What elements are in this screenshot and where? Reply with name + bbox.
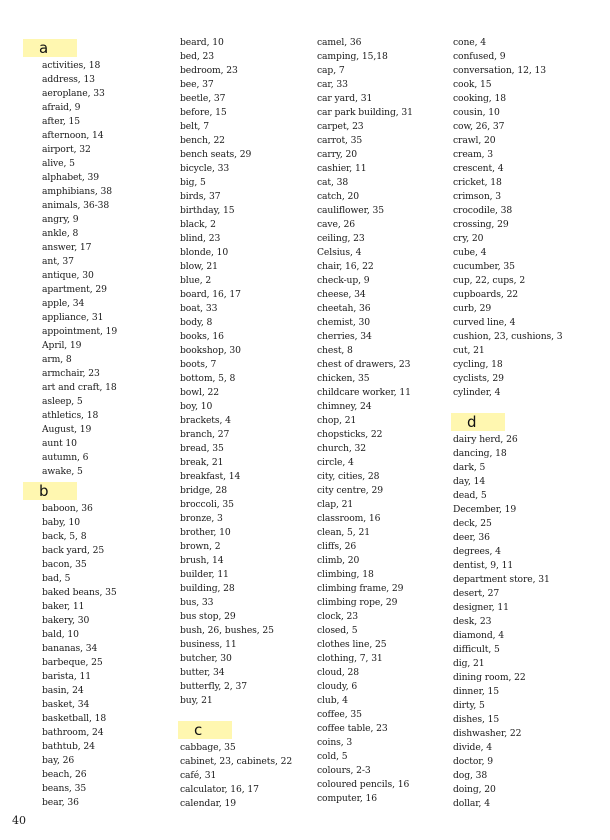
index-entry: chicken, 35 <box>317 373 370 384</box>
index-entry: branch, 27 <box>180 429 230 440</box>
index-entry: deck, 25 <box>453 518 492 529</box>
index-entry: amphibians, 38 <box>42 186 112 197</box>
index-entry: bottom, 5, 8 <box>180 373 236 384</box>
index-entry: August, 19 <box>42 424 92 435</box>
index-entry: baby, 10 <box>42 517 80 528</box>
index-entry: dinner, 15 <box>453 686 500 697</box>
index-entry: department store, 31 <box>453 574 550 585</box>
index-entry: December, 19 <box>453 504 517 515</box>
index-entry: before, 15 <box>180 107 227 118</box>
index-entry: clap, 21 <box>317 499 354 510</box>
index-entry: arm, 8 <box>42 354 72 365</box>
index-entry: curb, 29 <box>453 303 492 314</box>
index-entry: butter, 34 <box>180 667 225 678</box>
index-entry: crossing, 29 <box>453 219 509 230</box>
index-entry: cashier, 11 <box>317 163 367 174</box>
index-entry: bridge, 28 <box>180 485 227 496</box>
entries-c-part1 <box>180 741 292 811</box>
index-entry: desk, 23 <box>453 616 492 627</box>
index-entry: climbing rope, 29 <box>317 597 398 608</box>
index-entry: carrot, 35 <box>317 135 363 146</box>
index-entry: crawl, 20 <box>453 135 496 146</box>
index-entry: bananas, 34 <box>42 643 98 654</box>
index-entry: climb, 20 <box>317 555 360 566</box>
index-entry: beetle, 37 <box>180 93 226 104</box>
index-entry: bronze, 3 <box>180 513 223 524</box>
index-entry: afraid, 9 <box>42 102 81 113</box>
index-entry: belt, 7 <box>180 121 209 132</box>
index-entry: clock, 23 <box>317 611 358 622</box>
index-entry: birds, 37 <box>180 191 221 202</box>
index-entry: address, 13 <box>42 74 95 85</box>
index-entry: buy, 21 <box>180 695 213 706</box>
entries-c-part3 <box>453 36 563 400</box>
index-entry: carry, 20 <box>317 149 358 160</box>
index-entry: coloured pencils, 16 <box>317 779 410 790</box>
index-entry: cheese, 34 <box>317 289 366 300</box>
index-entry: boots, 7 <box>180 359 217 370</box>
index-entry: body, 8 <box>180 317 213 328</box>
index-entry: brackets, 4 <box>180 415 231 426</box>
index-entry: cucumber, 35 <box>453 261 515 272</box>
index-entry: café, 31 <box>180 770 217 781</box>
index-entry: armchair, 23 <box>42 368 100 379</box>
index-entry: bush, 26, bushes, 25 <box>180 625 274 636</box>
index-entry: doing, 20 <box>453 784 496 795</box>
index-entry: basket, 34 <box>42 699 90 710</box>
index-entry: basketball, 18 <box>42 713 107 724</box>
index-entry: circle, 4 <box>317 457 354 468</box>
index-column-4 <box>453 36 563 811</box>
index-entry: crimson, 3 <box>453 191 502 202</box>
index-entry: big, 5 <box>180 177 206 188</box>
index-entry: dancing, 18 <box>453 448 507 459</box>
index-column-3 <box>317 36 413 806</box>
index-entry: clothes line, 25 <box>317 639 387 650</box>
index-entry: apartment, 29 <box>42 284 107 295</box>
index-entry: day, 14 <box>453 476 486 487</box>
index-entry: cook, 15 <box>453 79 492 90</box>
index-entry: dentist, 9, 11 <box>453 560 514 571</box>
index-entry: doctor, 9 <box>453 756 493 767</box>
index-entry: black, 2 <box>180 219 216 230</box>
index-entry: clean, 5, 21 <box>317 527 370 538</box>
index-entry: apple, 34 <box>42 298 85 309</box>
index-entry: cricket, 18 <box>453 177 502 188</box>
index-entry: climbing, 18 <box>317 569 374 580</box>
index-entry: beans, 35 <box>42 783 87 794</box>
index-entry: cherries, 34 <box>317 331 372 342</box>
index-entry: autumn, 6 <box>42 452 89 463</box>
index-entry: dollar, 4 <box>453 798 490 809</box>
index-entry: dig, 21 <box>453 658 485 669</box>
index-entry: bald, 10 <box>42 629 79 640</box>
index-entry: computer, 16 <box>317 793 378 804</box>
index-entry: closed, 5 <box>317 625 358 636</box>
index-entry: catch, 20 <box>317 191 360 202</box>
entries-b-part1 <box>25 502 117 810</box>
index-entry: confused, 9 <box>453 51 506 62</box>
index-entry: cut, 21 <box>453 345 485 356</box>
index-entry: cow, 26, 37 <box>453 121 505 132</box>
index-entry: coffee, 35 <box>317 709 362 720</box>
index-entry: city centre, 29 <box>317 485 383 496</box>
index-entry: beach, 26 <box>42 769 87 780</box>
index-entry: cold, 5 <box>317 751 348 762</box>
index-entry: cupboards, 22 <box>453 289 519 300</box>
index-column-2 <box>180 36 292 811</box>
index-entry: clothing, 7, 31 <box>317 653 383 664</box>
index-entry: alphabet, 39 <box>42 172 100 183</box>
index-entry: brown, 2 <box>180 541 221 552</box>
entries-b-part2 <box>180 36 292 708</box>
index-entry: appliance, 31 <box>42 312 104 323</box>
index-entry: bathroom, 24 <box>42 727 104 738</box>
index-entry: building, 28 <box>180 583 235 594</box>
index-entry: church, 32 <box>317 443 366 454</box>
index-entry: awake, 5 <box>42 466 83 477</box>
index-entry: degrees, 4 <box>453 546 501 557</box>
index-entry: bakery, 30 <box>42 615 90 626</box>
index-entry: boy, 10 <box>180 401 213 412</box>
index-entry: cyclists, 29 <box>453 373 504 384</box>
index-entry: chopsticks, 22 <box>317 429 383 440</box>
index-entry: crocodile, 38 <box>453 205 513 216</box>
index-entry: bench, 22 <box>180 135 225 146</box>
index-entry: cycling, 18 <box>453 359 503 370</box>
index-entry: bear, 36 <box>42 797 79 808</box>
index-entry: dishwasher, 22 <box>453 728 522 739</box>
index-entry: dog, 38 <box>453 770 488 781</box>
index-entry: car park building, 31 <box>317 107 413 118</box>
index-entry: cat, 38 <box>317 177 349 188</box>
index-entry: dining room, 22 <box>453 672 526 683</box>
index-entry: Celsius, 4 <box>317 247 362 258</box>
index-entry: cylinder, 4 <box>453 387 501 398</box>
page-number: 40 <box>12 814 26 827</box>
index-entry: blind, 23 <box>180 233 221 244</box>
index-entry: childcare worker, 11 <box>317 387 411 398</box>
index-entry: barbeque, 25 <box>42 657 103 668</box>
index-entry: bacon, 35 <box>42 559 87 570</box>
index-entry: colours, 2-3 <box>317 765 371 776</box>
index-entry: barista, 11 <box>42 671 92 682</box>
index-entry: basin, 24 <box>42 685 84 696</box>
index-entry: brother, 10 <box>180 527 231 538</box>
index-entry: club, 4 <box>317 695 348 706</box>
index-entry: dead, 5 <box>453 490 487 501</box>
index-entry: board, 16, 17 <box>180 289 241 300</box>
entries-d <box>453 433 563 811</box>
index-entry: bad, 5 <box>42 573 71 584</box>
index-entry: bread, 35 <box>180 443 224 454</box>
index-entry: cliffs, 26 <box>317 541 357 552</box>
entries-c-part2 <box>317 36 413 806</box>
index-entry: baboon, 36 <box>42 503 93 514</box>
index-entry: bookshop, 30 <box>180 345 241 356</box>
index-entry: aunt 10 <box>42 438 77 449</box>
index-entry: divide, 4 <box>453 742 493 753</box>
index-entry: crescent, 4 <box>453 163 504 174</box>
index-entry: cabinet, 23, cabinets, 22 <box>180 756 293 767</box>
index-entry: cap, 7 <box>317 65 345 76</box>
index-entry: cabbage, 35 <box>180 742 236 753</box>
index-entry: classroom, 16 <box>317 513 381 524</box>
index-entry: brush, 14 <box>180 555 224 566</box>
index-entry: builder, 11 <box>180 569 229 580</box>
index-entry: aeroplane, 33 <box>42 88 105 99</box>
index-entry: designer, 11 <box>453 602 509 613</box>
index-entry: asleep, 5 <box>42 396 83 407</box>
index-entry: dishes, 15 <box>453 714 500 725</box>
index-entry: baked beans, 35 <box>42 587 117 598</box>
index-entry: cream, 3 <box>453 149 494 160</box>
index-entry: dark, 5 <box>453 462 486 473</box>
index-entry: back, 5, 8 <box>42 531 87 542</box>
index-entry: cushion, 23, cushions, 3 <box>453 331 563 342</box>
index-entry: butterfly, 2, 37 <box>180 681 247 692</box>
index-entry: April, 19 <box>42 340 82 351</box>
index-entry: cloudy, 6 <box>317 681 358 692</box>
index-entry: break, 21 <box>180 457 224 468</box>
index-entry: carpet, 23 <box>317 121 364 132</box>
index-entry: curved line, 4 <box>453 317 516 328</box>
index-entry: baker, 11 <box>42 601 85 612</box>
index-entry: check-up, 9 <box>317 275 370 286</box>
index-entry: after, 15 <box>42 116 81 127</box>
index-entry: athletics, 18 <box>42 410 99 421</box>
index-entry: ceiling, 23 <box>317 233 365 244</box>
index-entry: calendar, 19 <box>180 798 236 809</box>
index-entry: coins, 3 <box>317 737 353 748</box>
index-entry: bathtub, 24 <box>42 741 95 752</box>
index-entry: dairy herd, 26 <box>453 434 518 445</box>
index-entry: cone, 4 <box>453 37 487 48</box>
index-entry: car yard, 31 <box>317 93 373 104</box>
index-entry: airport, 32 <box>42 144 91 155</box>
index-entry: chemist, 30 <box>317 317 370 328</box>
index-entry: bus, 33 <box>180 597 214 608</box>
index-entry: blow, 21 <box>180 261 218 272</box>
index-entry: city, cities, 28 <box>317 471 380 482</box>
index-entry: broccoli, 35 <box>180 499 234 510</box>
index-entry: cube, 4 <box>453 247 487 258</box>
index-entry: blue, 2 <box>180 275 212 286</box>
index-entry: camping, 15,18 <box>317 51 388 62</box>
index-entry: cave, 26 <box>317 219 355 230</box>
index-entry: calculator, 16, 17 <box>180 784 259 795</box>
index-entry: bedroom, 23 <box>180 65 238 76</box>
index-entry: cheetah, 36 <box>317 303 371 314</box>
index-entry: car, 33 <box>317 79 348 90</box>
index-entry: art and craft, 18 <box>42 382 117 393</box>
index-entry: birthday, 15 <box>180 205 235 216</box>
index-entry: bay, 26 <box>42 755 75 766</box>
index-entry: ant, 37 <box>42 256 74 267</box>
index-entry: afternoon, 14 <box>42 130 104 141</box>
index-entry: books, 16 <box>180 331 224 342</box>
index-entry: bowl, 22 <box>180 387 219 398</box>
index-entry: cousin, 10 <box>453 107 500 118</box>
index-entry: answer, 17 <box>42 242 92 253</box>
index-entry: desert, 27 <box>453 588 500 599</box>
index-entry: dirty, 5 <box>453 700 485 711</box>
index-entry: cauliflower, 35 <box>317 205 385 216</box>
index-entry: back yard, 25 <box>42 545 105 556</box>
index-entry: diamond, 4 <box>453 630 505 641</box>
index-entry: deer, 36 <box>453 532 490 543</box>
index-entry: breakfast, 14 <box>180 471 241 482</box>
index-entry: ankle, 8 <box>42 228 79 239</box>
index-entry: animals, 36-38 <box>42 200 110 211</box>
index-entry: climbing frame, 29 <box>317 583 404 594</box>
index-entry: bicycle, 33 <box>180 163 230 174</box>
index-entry: antique, 30 <box>42 270 94 281</box>
index-entry: cup, 22, cups, 2 <box>453 275 526 286</box>
index-entry: bee, 37 <box>180 79 214 90</box>
entries-a <box>25 59 117 479</box>
index-entry: alive, 5 <box>42 158 75 169</box>
index-entry: cry, 20 <box>453 233 484 244</box>
index-entry: business, 11 <box>180 639 237 650</box>
index-entry: boat, 33 <box>180 303 218 314</box>
index-entry: activities, 18 <box>42 60 101 71</box>
section-heading-b: b <box>23 482 77 500</box>
index-entry: bench seats, 29 <box>180 149 252 160</box>
index-entry: chest of drawers, 23 <box>317 359 411 370</box>
index-entry: butcher, 30 <box>180 653 232 664</box>
index-entry: chest, 8 <box>317 345 353 356</box>
index-entry: difficult, 5 <box>453 644 500 655</box>
index-entry: coffee table, 23 <box>317 723 388 734</box>
index-entry: appointment, 19 <box>42 326 118 337</box>
index-entry: camel, 36 <box>317 37 362 48</box>
section-heading-c: c <box>178 721 232 739</box>
index-entry: beard, 10 <box>180 37 224 48</box>
index-entry: blonde, 10 <box>180 247 229 258</box>
index-entry: conversation, 12, 13 <box>453 65 546 76</box>
index-column-1 <box>25 36 117 810</box>
index-entry: chimney, 24 <box>317 401 372 412</box>
section-heading-d: d <box>451 413 505 431</box>
index-entry: bus stop, 29 <box>180 611 236 622</box>
index-entry: cloud, 28 <box>317 667 360 678</box>
index-entry: cooking, 18 <box>453 93 506 104</box>
section-heading-a: a <box>23 39 77 57</box>
index-entry: angry, 9 <box>42 214 79 225</box>
index-entry: chop, 21 <box>317 415 357 426</box>
index-entry: bed, 23 <box>180 51 215 62</box>
index-entry: chair, 16, 22 <box>317 261 374 272</box>
